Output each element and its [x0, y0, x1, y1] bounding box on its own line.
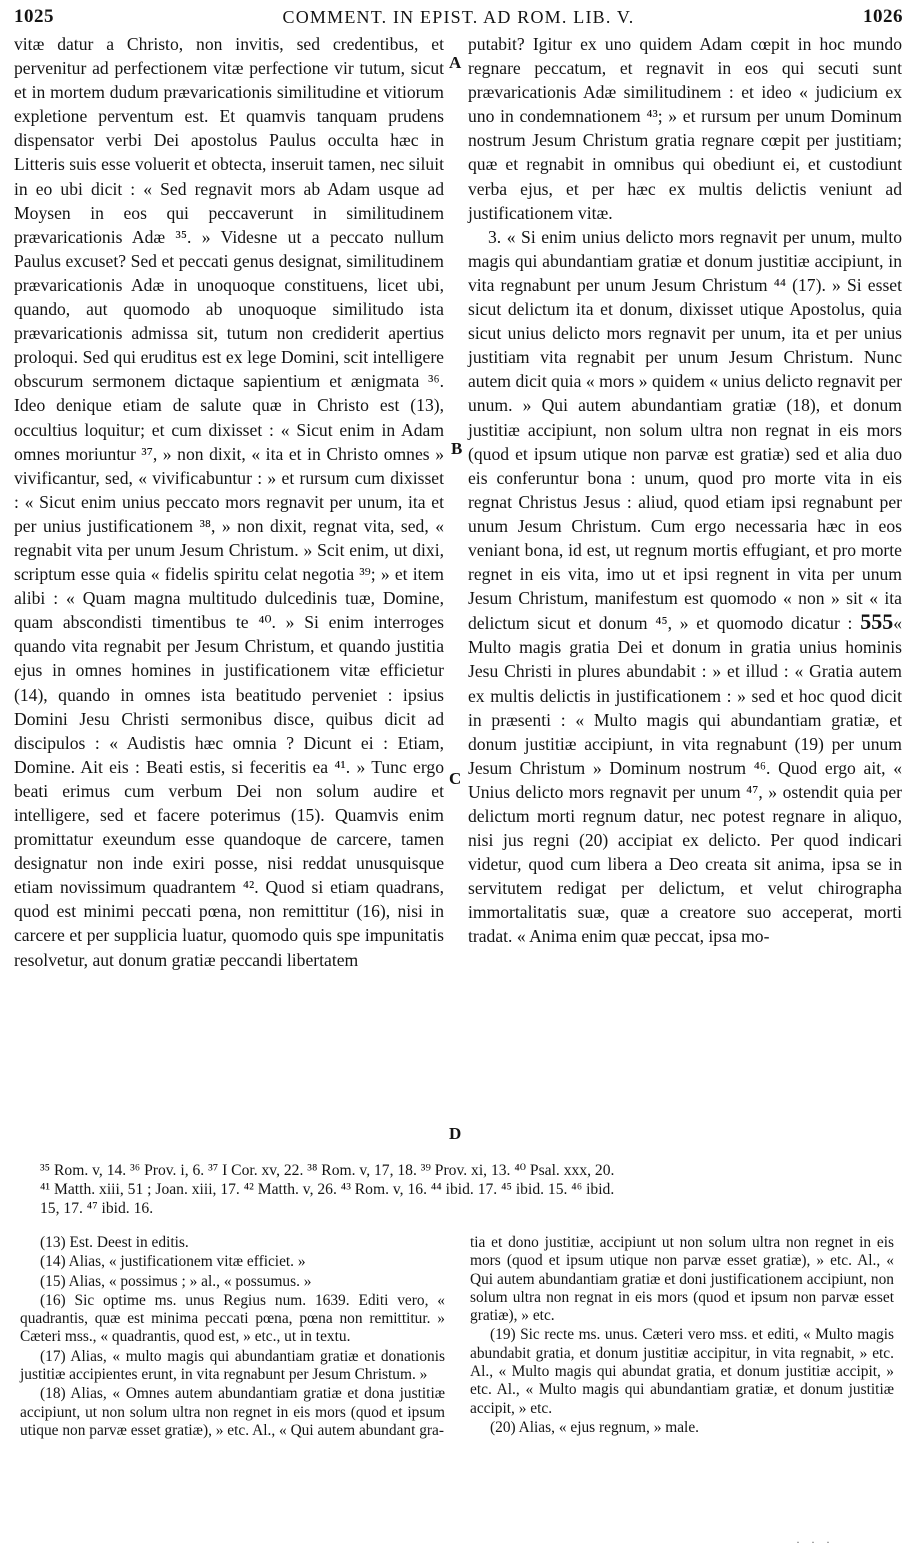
reference-line: ⁴¹ Matth. xiii, 51 ; Joan. xiii, 17. ⁴² Matth. v, 26. ⁴³ Rom. v, 16. ⁴⁴ ibid. 17. ⁴⁵ ibid. 15. ⁴⁶ ibid.	[40, 1181, 615, 1198]
footnote: (13) Est. Deest in editis.	[40, 1234, 189, 1251]
margin-letter-a: A	[449, 53, 462, 72]
margin-letter-d: D	[449, 1124, 462, 1143]
left-column-paragraph: vitæ datur a Christo, non invitis, sed credentibus, et pervenitur ad perfectionem vitæ perfectione vir tutum, sicut et in mortem dudum prævaricationis similitudine et vitiorum expletione perventum est. Et quamvis tanquam prudens dispensator verbi Dei apostolus Paulus occulta hæc in Litteris suis esse voluerit et obtecta, inseruit tamen, nec siluit in eo ubi dicit : « Sed regnavit mors ab Adam usque ad Moysen in eos qui peccaverunt in similitudinem prævaricationis Adæ ³⁵. » Videsne ut a peccato nullum Paulus excuset? Sed et peccati genus designat, similitudinem prævaricationis Adæ in unoquoque constituens, licet ubi, quando, aut quomodo ab unoquoque similitudo ista prævaricationis admissa sit, tutum non crediderit apertius proloqui. Sed qui eruditus est ex lege Domini, scit intelligere obscurum sermonem dictaque sapientium et ænigmata ³⁶. Ideo denique etiam de salute quæ in Christo est (13), occultius loquitur; et cum dixisset : « Sicut enim in Adam omnes moriuntur ³⁷, » non dixit, « ita et in Christo omnes » vivificantur, sed, « vivificabuntur : » et rursum cum dixisset : « Sicut enim unius peccato mors regnavit per unum, ita et per unius justificationem ³⁸, » non dixit, regnat vita, sed, « regnabit vita per unum Jesum Christum. » Scit enim, ut dixi, scriptum esse quia « fidelis spiritu celat negotia ³⁹; » et item alibi : « Quam magna multitudo dulcedinis tuæ, Domine, quam abscondisti timentibus te ⁴⁰. » Si enim interroges quando vita regnabit per Jesum Christum, et quando justitia ejus in omnes homines in justificationem vitæ efficietur (14), quando in omnes ista beatitudo perveniet : ipsius Domini Jesu Christi sermonibus disce, quibus dicit ad discipulos : « Audistis hæc omnia ? Dicunt ei : Etiam, Domine. Ait eis : Beati estis, si feceritis ea ⁴¹. » Tunc ergo beati erimus cum verbum Dei non solum audire et intelligere, sed et facere poterimus (15). Quamvis enim promittatur exeundum esse quandoque de carcere, tamen designatur non inde exiri posse, nisi reddat unusquisque etiam novissimum quadrantem ⁴². Quod si etiam quadrans, quod est minimi peccati pœna, non remittitur (16), nisi in carcere et per supplicia luatur, quomodo quis spe impunitatis resolvetur, aut donum gratiæ peccandi libertatem	[14, 34, 444, 970]
footnotes-left	[20, 1234, 445, 1441]
footnote: (15) Alias, « possimus ; » al., « possumus. »	[40, 1272, 312, 1290]
page-header	[14, 6, 903, 32]
page-number-left: 1025	[14, 6, 54, 27]
footnote-continuation: tia et dono justitiæ, accipiunt ut non solum ultra non regnet in eis mors (quod et ipsum utique non parvæ esset gratiæ), » etc. Al., « Qui autem abundantiam gratiæ et doni justificationem accipiunt, non solum ultra non regnat in eis mors (quod et ipsum non parvæ esset gratiæ), » etc.	[470, 1234, 894, 1325]
column-number: 555	[860, 609, 894, 635]
footnote: (20) Alias, « ejus regnum, » male.	[490, 1418, 700, 1436]
page-number-right: 1026	[863, 6, 903, 27]
right-column	[468, 32, 902, 949]
left-column	[14, 32, 444, 972]
footnote: (18) Alias, « Omnes autem abundantiam gratiæ et dona justitiæ accipiunt, ut non solum ultra non regnet in eis mors (quod et ipsum utique non parvæ esset gratiæ), » etc. Al., « Qui autem abundant gra-	[20, 1385, 445, 1439]
running-title: COMMENT. IN EPIST. AD ROM. LIB. V.	[282, 7, 635, 27]
footnote: (17) Alias, « multo magis qui abundantiam gratiæ et donationis justitiæ accipientes erunt, in vita regnabunt per Jesum Christum. »	[20, 1347, 445, 1384]
right-column-paragraph-2a: 3. « Si enim unius delicto mors regnavit per unum, multo magis qui abundantiam gratiæ et donum justitiæ accipiunt, in vita regnabunt per unum Jesum Christum ⁴⁴ (17). » Si esset sicut delictum ita et donum, dixisset utique Apostolus, quia sicut unius delicto mors regnavit per unum, ita et per unius justitiam vita regnabit per unum Jesum Christum. Nunc autem dicit quia « mors » quidem « unius delicto regnavit per unum. » Qui autem abundantiam gratiæ (18), et donum justitiæ accipiunt, non solum ultra non regnat in eis mors (quod et ipsum utique non parvæ est gratiæ) sed et alia duo eis conferuntur bona : unum, quod pro morte vita in eis regnat Christus Jesus : aliud, quod etiam ipsi regnabunt per unum Jesum Christum. Cum ergo necessaria hæc in eos veniant bona, id est, ut regnum mortis effugiant, et pro morte regnet in eis vita, imo ut et ipsi regnent in vita per unum Jesum Christum, manifestum est quomodo « non » sit « ita delictum sicut et donum ⁴⁵, » et quomodo dicatur :	[468, 226, 902, 634]
reference-line: 15, 17. ⁴⁷ ibid. 16.	[40, 1200, 154, 1217]
scan-artifact-dots: · · ·	[796, 1535, 834, 1549]
right-column-paragraph-1: putabit? Igitur ex uno quidem Adam cœpit in hoc mundo regnare peccatum, et regnavit in eos qui secuti sunt prævaricationis Adæ similitudinem : et ideo « judicium ex uno in condemnationem ⁴³; » et rursum per unum Dominum nostrum Jesum Christum gratia regnare cœpit per justitiam; quæ et regnabit in omnibus qui obediunt ei, et custodiunt verba ejus, et per hæc ex multis delictis veniunt ad justificationem vitæ.	[468, 34, 902, 223]
right-column-paragraph-2	[468, 225, 902, 949]
footnotes-right	[470, 1234, 894, 1438]
margin-letter-c: C	[449, 769, 462, 788]
reference-line: ³⁵ Rom. v, 14. ³⁶ Prov. i, 6. ³⁷ I Cor. xv, 22. ³⁸ Rom. v, 17, 18. ³⁹ Prov. xi, 13. ⁴⁰ Psal. xxx, 20.	[40, 1162, 615, 1179]
right-column-paragraph-2b: « Multo magis gratia Dei et donum in gratia unius hominis Jesu Christi in plures abundabit : » et illud : « Gratia autem ex multis delictis in justificationem : » sed et hoc quod dicit in præsenti : « Multo magis qui abundantiam gratiæ, et donum justitiæ accipiunt, in vita regnabunt (19) per unum Jesum Christum » Dominum nostrum ⁴⁶. Quod ergo ait, « Unius delicto mors regnavit per unum ⁴⁷, » ostendit quia per delictum morti regnum datur, nec potest regnare in aliquo, nisi jus regni (20) accipiat ex delicto. Per quod indicari videtur, quod cum libera a Deo creata sit anima, ipsa se in servitutem redigat per delictum, et velut chirographa immortalitatis suæ, quæ a creatore suo acceperat, morti tradat. « Anima enim quæ peccat, ipsa mo-	[468, 613, 902, 947]
footnote: (14) Alias, « justificationem vitæ efficiet. »	[40, 1253, 306, 1271]
footnote: (16) Sic optime ms. unus Regius num. 1639. Editi vero, « quadrantis, quæ est minima peccati pœna, pœna non remittitur. » Cæteri mss., « quadrantis, quod est, » etc., ut in textu.	[20, 1291, 445, 1346]
margin-letter-b: B	[451, 439, 463, 458]
scripture-references	[40, 1161, 904, 1218]
footnote: (19) Sic recte ms. unus. Cæteri vero mss. et editi, « Multo magis abundabit gratia, et donum justitiæ accipitur, in vita regnabit, » etc. Al., « Multo magis qui abundat gratia, et donum justitiæ accipit, » etc. Al., « Multo magis qui abundantiam gratiæ, et donum justitiæ accipit, » etc.	[470, 1326, 894, 1417]
